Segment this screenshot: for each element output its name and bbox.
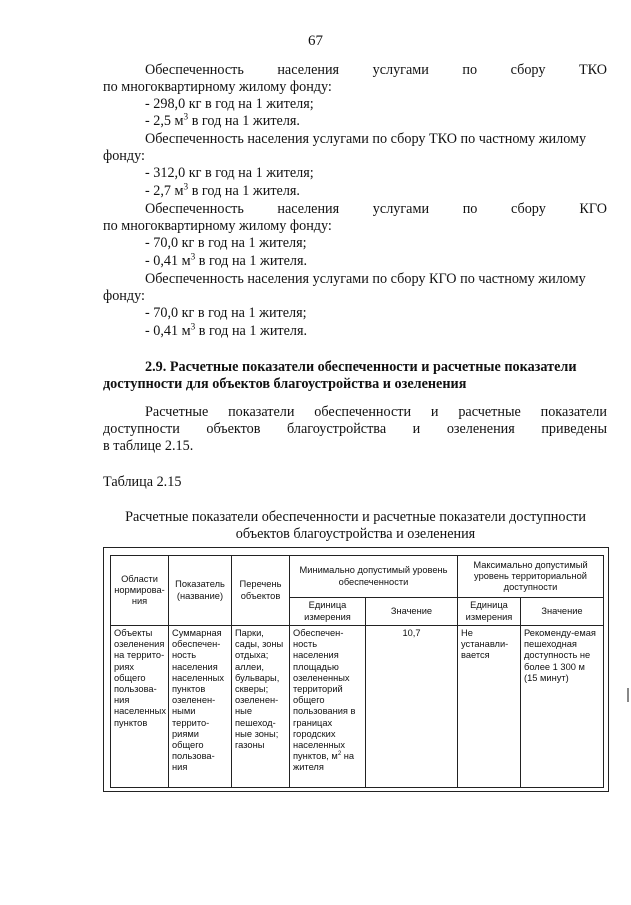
list-item: - 0,41 $м^3$ в год на 1 жителя. — [145, 321, 308, 339]
paragraph-1-line-2: по многоквартирному жилому фонду: — [103, 79, 332, 95]
section-body-line-3: в таблице 2.15. — [103, 438, 194, 454]
list-item: - 2,5 $м^3$ в год на 1 жителя. — [145, 111, 300, 129]
header-indicator: Показатель (название) — [169, 556, 232, 626]
section-body-line-2: доступности объектов благоустройства и озеленения приведены — [103, 421, 607, 437]
section-heading-line-1: 2.9. Расчетные показатели обеспеченности и расчетные показатели — [145, 359, 577, 375]
section-body-line-1: Расчетные показатели обеспеченности и расчетные показатели — [145, 404, 607, 420]
list-item: - 70,0 кг в год на 1 жителя; — [145, 305, 307, 321]
paragraph-4-line-2: фонду: — [103, 288, 145, 304]
cell-indicator: Суммарная обеспечен-ность населения населенных пунктов озеленен-ными террито-риями общего пользова-ния — [169, 626, 232, 788]
paragraph-3-line-2: по многоквартирному жилому фонду: — [103, 218, 332, 234]
header-value-2: Значение — [521, 598, 604, 626]
header-min-level: Минимально допустимый уровень обеспеченности — [290, 556, 458, 598]
list-item: - 2,7 $м^3$ в год на 1 жителя. — [145, 181, 300, 199]
paragraph-3-line-1: Обеспеченность населения услугами по сбору КГО — [145, 201, 607, 217]
cell-unit-2: Не устанавли-вается — [458, 626, 521, 788]
header-value: Значение — [366, 598, 458, 626]
list-item: - 70,0 кг в год на 1 жителя; — [145, 235, 307, 251]
page-number: 67 — [308, 33, 323, 49]
standards-table — [110, 555, 604, 788]
paragraph-4-line-1: Обеспеченность населения услугами по сбору КГО по частному жилому — [145, 271, 586, 287]
cell-value-2: Рекоменду-емая пешеходная доступность не более 1 300 м (15 минут) — [521, 626, 604, 788]
header-unit-2: Единица измерения — [458, 598, 521, 626]
cell-objects: Парки, сады, зоны отдыха; аллеи, бульвары, скверы; озеленен-ные пешеход-ные зоны; газоны — [232, 626, 290, 788]
table-row — [111, 626, 604, 788]
table-caption-line-2: объектов благоустройства и озеленения — [235, 526, 476, 542]
paragraph-2-line-2: фонду: — [103, 148, 145, 164]
scan-margin-mark — [627, 688, 629, 702]
cell-area: Объекты озеленения на террито-риях общего пользова-ния населенных пунктов — [111, 626, 169, 788]
cell-value: 10,7 — [366, 626, 458, 788]
list-item: - 0,41 $м^3$ в год на 1 жителя. — [145, 251, 308, 269]
cell-unit: Обеспечен-ность населения площадью озелененных территорий общего пользования в границах городских населенных пунктов, $м^2$ на жителя — [290, 626, 366, 788]
header-objects: Перечень объектов — [232, 556, 290, 626]
paragraph-1-line-1: Обеспеченность населения услугами по сбору ТКО — [145, 62, 607, 78]
section-heading-line-2: доступности для объектов благоустройства и озеленения — [103, 376, 467, 392]
table-caption-line-1: Расчетные показатели обеспеченности и расчетные показатели доступности — [125, 509, 586, 525]
header-area: Области нормирова-ния — [111, 556, 169, 626]
table-header-row — [111, 556, 604, 598]
header-unit: Единица измерения — [290, 598, 366, 626]
table-label: Таблица 2.15 — [103, 474, 182, 490]
header-max-level: Максимально допустимый уровень территориальной доступности — [458, 556, 604, 598]
list-item: - 312,0 кг в год на 1 жителя; — [145, 165, 314, 181]
paragraph-2-line-1: Обеспеченность населения услугами по сбору ТКО по частному жилому — [145, 131, 587, 147]
list-item: - 298,0 кг в год на 1 жителя; — [145, 96, 314, 112]
